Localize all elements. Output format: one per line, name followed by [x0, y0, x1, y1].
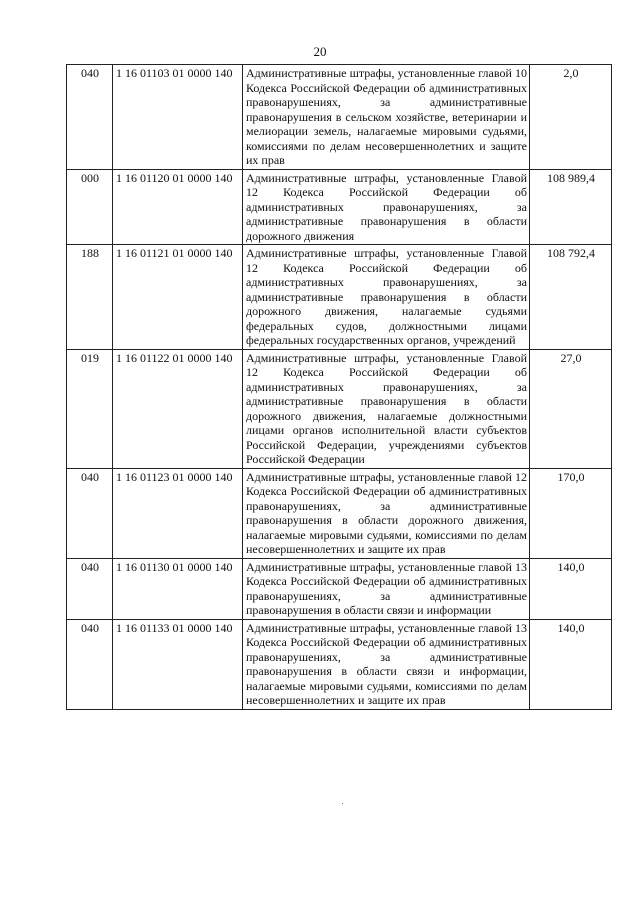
budget-code-cell: 1 16 01123 01 0000 140 [113, 468, 243, 558]
table-row [67, 245, 612, 350]
amount-cell: 108 792,4 [530, 245, 612, 350]
table-row [67, 619, 612, 709]
amount-cell: 108 989,4 [530, 169, 612, 245]
description-cell: Административные штрафы, установленные главой 10 Кодекса Российской Федерации об административных правонарушениях, за административные правонарушения в сельском хозяйстве, ветеринарии и мелиорации земель, налагаемые мировыми судьями, комиссиями по делам несовершеннолетних и защите их прав [243, 65, 530, 170]
description-cell: Административные штрафы, установленные Главой 12 Кодекса Российской Федерации об административных правонарушениях, за административные правонарушения в области дорожного движения [243, 169, 530, 245]
amount-cell: 170,0 [530, 468, 612, 558]
budget-code-cell: 1 16 01121 01 0000 140 [113, 245, 243, 350]
table-row [67, 65, 612, 170]
page-number: 20 [313, 44, 327, 59]
admin-code-cell: 040 [67, 468, 113, 558]
budget-code-cell: 1 16 01122 01 0000 140 [113, 349, 243, 468]
admin-code-cell: 188 [67, 245, 113, 350]
admin-code-cell: 000 [67, 169, 113, 245]
table-row [67, 468, 612, 558]
table-row [67, 349, 612, 468]
amount-cell: 2,0 [530, 65, 612, 170]
amount-cell: 140,0 [530, 619, 612, 709]
amount-cell: 140,0 [530, 558, 612, 619]
budget-code-cell: 1 16 01103 01 0000 140 [113, 65, 243, 170]
amount-cell: 27,0 [530, 349, 612, 468]
description-cell: Административные штрафы, установленные Главой 12 Кодекса Российской Федерации об административных правонарушениях, за административные правонарушения в области дорожного движения, налагаемые должностными лицами органов исполнительной власти субъектов Российской Федерации, учреждениями субъектов Российской Федерации [243, 349, 530, 468]
scan-speck [342, 803, 343, 804]
description-cell: Административные штрафы, установленные главой 13 Кодекса Российской Федерации об административных правонарушениях, за административные правонарушения в области связи и информации, налагаемые мировыми судьями, комиссиями по делам несовершеннолетних и защите их прав [243, 619, 530, 709]
admin-code-cell: 040 [67, 619, 113, 709]
admin-code-cell: 019 [67, 349, 113, 468]
budget-code-cell: 1 16 01130 01 0000 140 [113, 558, 243, 619]
description-cell: Административные штрафы, установленные главой 12 Кодекса Российской Федерации об административных правонарушениях, за административные правонарушения в области дорожного движения, налагаемые мировыми судьями, комиссиями по делам несовершеннолетних и защите их прав [243, 468, 530, 558]
description-cell: Административные штрафы, установленные Главой 12 Кодекса Российской Федерации об административных правонарушениях, за административные правонарушения в области дорожного движения, налагаемые судьями федеральных судов, должностными лицами федеральных государственных органов, учреждений [243, 245, 530, 350]
budget-revenue-table [66, 64, 612, 710]
table-row [67, 558, 612, 619]
admin-code-cell: 040 [67, 558, 113, 619]
budget-code-cell: 1 16 01120 01 0000 140 [113, 169, 243, 245]
admin-code-cell: 040 [67, 65, 113, 170]
table-row [67, 169, 612, 245]
budget-code-cell: 1 16 01133 01 0000 140 [113, 619, 243, 709]
description-cell: Административные штрафы, установленные главой 13 Кодекса Российской Федерации об административных правонарушениях, за административные правонарушения в области связи и информации [243, 558, 530, 619]
